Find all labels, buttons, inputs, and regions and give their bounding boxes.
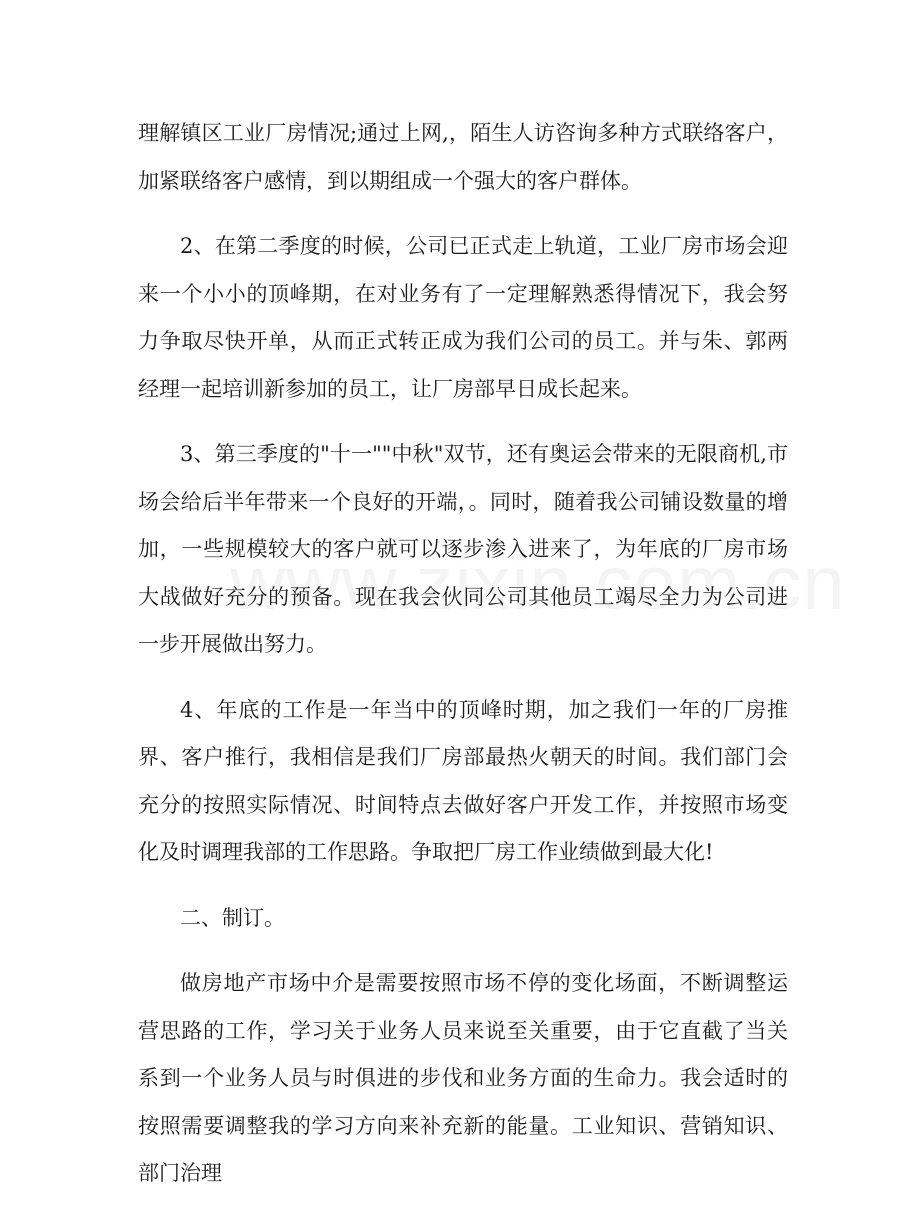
section-heading: 二、制订。 [180,905,285,930]
paragraph-2: 2、在第二季度的时候，公司已正式走上轨道，工业厂房市场会迎来一个小小的顶峰期，在对业务有了一定理解熟悉得情况下，我会努力争取尽快开单，从而正式转正成为我们公司的员工。并与朱、郭两经理一起培训新参加的员工，让厂房部早日成长起来。 [138,234,788,401]
document-body [138,110,788,1216]
paragraph-1: 理解镇区工业厂房情况;通过上网,，陌生人访咨询多种方式联络客户，加紧联络客户感情，到以期组成一个强大的客户群体。 [138,121,788,193]
paragraph-3: 3、第三季度的"十一""中秋"双节，还有奥运会带来的无限商机,市场会给后半年带来一个良好的开端，。同时，随着我公司铺设数量的增加，一些规模较大的客户就可以逐步渗入进来了，为年底的厂房市场大战做好充分的预备。现在我会伙同公司其他员工竭尽全力为公司进一步开展做出努力。 [138,442,788,656]
paragraph-5: 做房地产市场中介是需要按照市场不停的变化场面，不断调整运营思路的工作，学习关于业务人员来说至关重要，由于它直截了当关系到一个业务人员与时俱进的步伐和业务方面的生命力。我会适时的按照需要调整我的学习方向来补充新的能量。工业知识、营销知识、部门治理 [138,971,788,1185]
paragraph-4: 4、年底的工作是一年当中的顶峰时期，加之我们一年的厂房推界、客户推行，我相信是我们厂房部最热火朝天的时间。我们部门会充分的按照实际情况、时间特点去做好客户开发工作，并按照市场变化及时调理我部的工作思路。争取把厂房工作业绩做到最大化! [138,697,788,864]
